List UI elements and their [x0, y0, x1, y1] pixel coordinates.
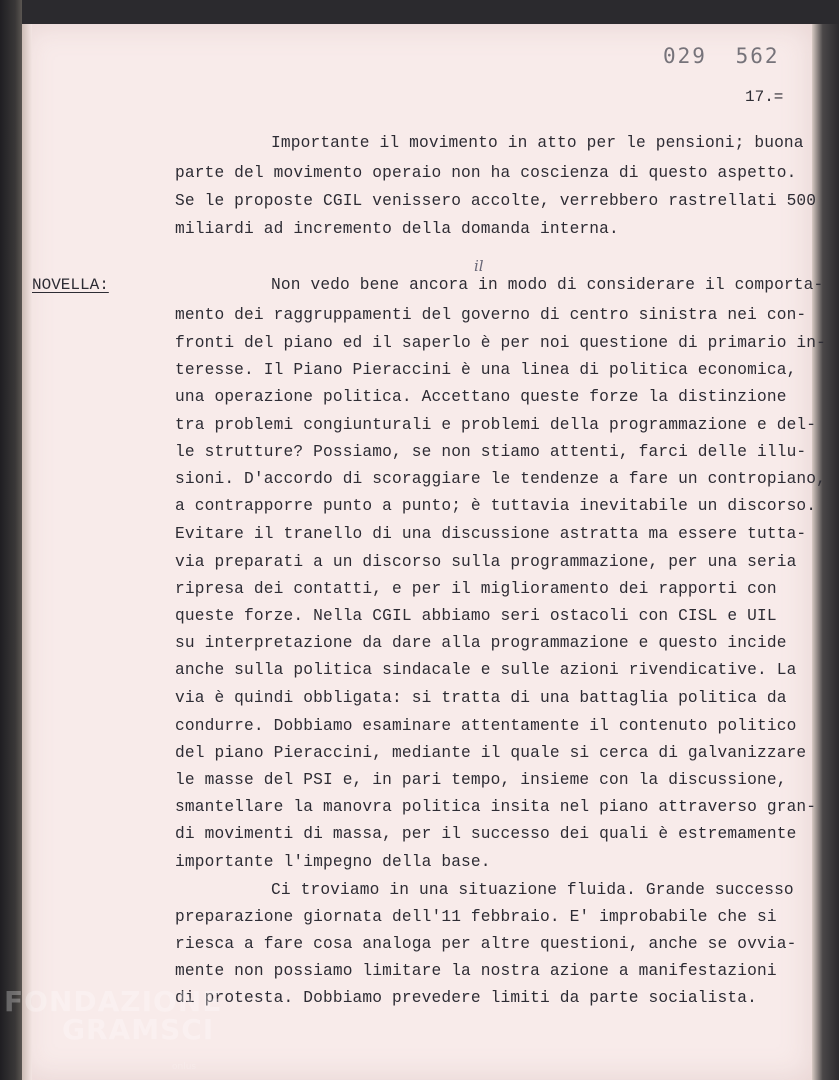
paragraph-2-line: di movimenti di massa, per il successo dei quali è estremamente	[175, 825, 797, 843]
paragraph-2-line: smantellare la manovra politica insita nel piano attraverso gran-	[175, 798, 817, 816]
scan-right-edge	[812, 24, 839, 1080]
paragraph-1-line: Importante il movimento in atto per le pensioni; buona	[271, 134, 804, 152]
paragraph-2-line: tra problemi congiunturali e problemi della programmazione e del-	[175, 416, 817, 434]
paragraph-1-line: miliardi ad incremento della domanda interna.	[175, 220, 619, 238]
paragraph-2-line: fronti del piano ed il saperlo è per noi questione di primario in-	[175, 334, 827, 352]
paragraph-3-line: riesca a fare cosa analoga per altre questioni, anche se ovvia-	[175, 935, 797, 953]
paragraph-2-line: queste forze. Nella CGIL abbiamo seri ostacoli con CISL e UIL	[175, 607, 777, 625]
paragraph-1-line: Se le proposte CGIL venissero accolte, verrebbero rastrellati 500	[175, 192, 817, 210]
fondazione-gramsci-watermark	[4, 985, 223, 1046]
paragraph-3-line: Ci troviamo in una situazione fluida. Grande successo	[271, 881, 794, 899]
paragraph-3-line: mente non possiamo limitare la nostra azione a manifestazioni	[175, 962, 777, 980]
archive-stamp-number: 029 562	[663, 44, 780, 68]
paragraph-3-line: preparazione giornata dell'11 febbraio. E' improbabile che si	[175, 908, 777, 926]
watermark-small-text: onlus	[172, 1062, 197, 1072]
paragraph-2-line: Non vedo bene ancora in modo di considerare il comporta-	[271, 276, 824, 294]
paragraph-2-line: una operazione politica. Accettano queste forze la distinzione	[175, 388, 787, 406]
paragraph-2-line: via è quindi obbligata: si tratta di una battaglia politica da	[175, 689, 787, 707]
paragraph-2-line: Evitare il tranello di una discussione astratta ma essere tutta-	[175, 525, 807, 543]
paragraph-2-line: via preparati a un discorso sulla programmazione, per una seria	[175, 553, 797, 571]
paragraph-2-line: su interpretazione da dare alla programmazione e questo incide	[175, 634, 787, 652]
paragraph-2-line: importante l'impegno della base.	[175, 853, 491, 871]
page-left-shadow	[22, 24, 32, 1080]
paragraph-2-line: sioni. D'accordo di scoraggiare le tendenze a fare un contropiano,	[175, 470, 827, 488]
handwritten-correction: il	[474, 257, 484, 275]
paragraph-2-line: le strutture? Possiamo, se non stiamo attenti, farci delle illu-	[175, 443, 807, 461]
paragraph-3-line: di protesta. Dobbiamo prevedere limiti da parte socialista.	[175, 989, 757, 1007]
paragraph-2-line: ripresa dei contatti, e per il miglioramento dei rapporti con	[175, 580, 777, 598]
paragraph-2-line: anche sulla politica sindacale e sulle azioni rivendicative. La	[175, 661, 797, 679]
paragraph-2-line: teresse. Il Piano Pieraccini è una linea di politica economica,	[175, 361, 797, 379]
paragraph-2-line: le masse del PSI e, in pari tempo, insieme con la discussione,	[175, 771, 787, 789]
paragraph-1-line: parte del movimento operaio non ha coscienza di questo aspetto.	[175, 164, 797, 182]
scan-binding-edge	[0, 0, 22, 1080]
watermark-line-1: FONDAZIONE	[4, 985, 223, 1018]
page-number: 17.=	[745, 88, 784, 106]
scan-top-border	[22, 0, 839, 24]
paragraph-2-line: del piano Pieraccini, mediante il quale si cerca di galvanizzare	[175, 744, 807, 762]
speaker-label: NOVELLA:	[32, 276, 109, 294]
paragraph-2-line: condurre. Dobbiamo esaminare attentamente il contenuto politico	[175, 717, 797, 735]
watermark-line-2: GRAMSCI	[62, 1013, 215, 1046]
paragraph-2-line: mento dei raggruppamenti del governo di centro sinistra nei con-	[175, 306, 807, 324]
paragraph-2-line: a contrapporre punto a punto; è tuttavia inevitabile un discorso.	[175, 497, 817, 515]
